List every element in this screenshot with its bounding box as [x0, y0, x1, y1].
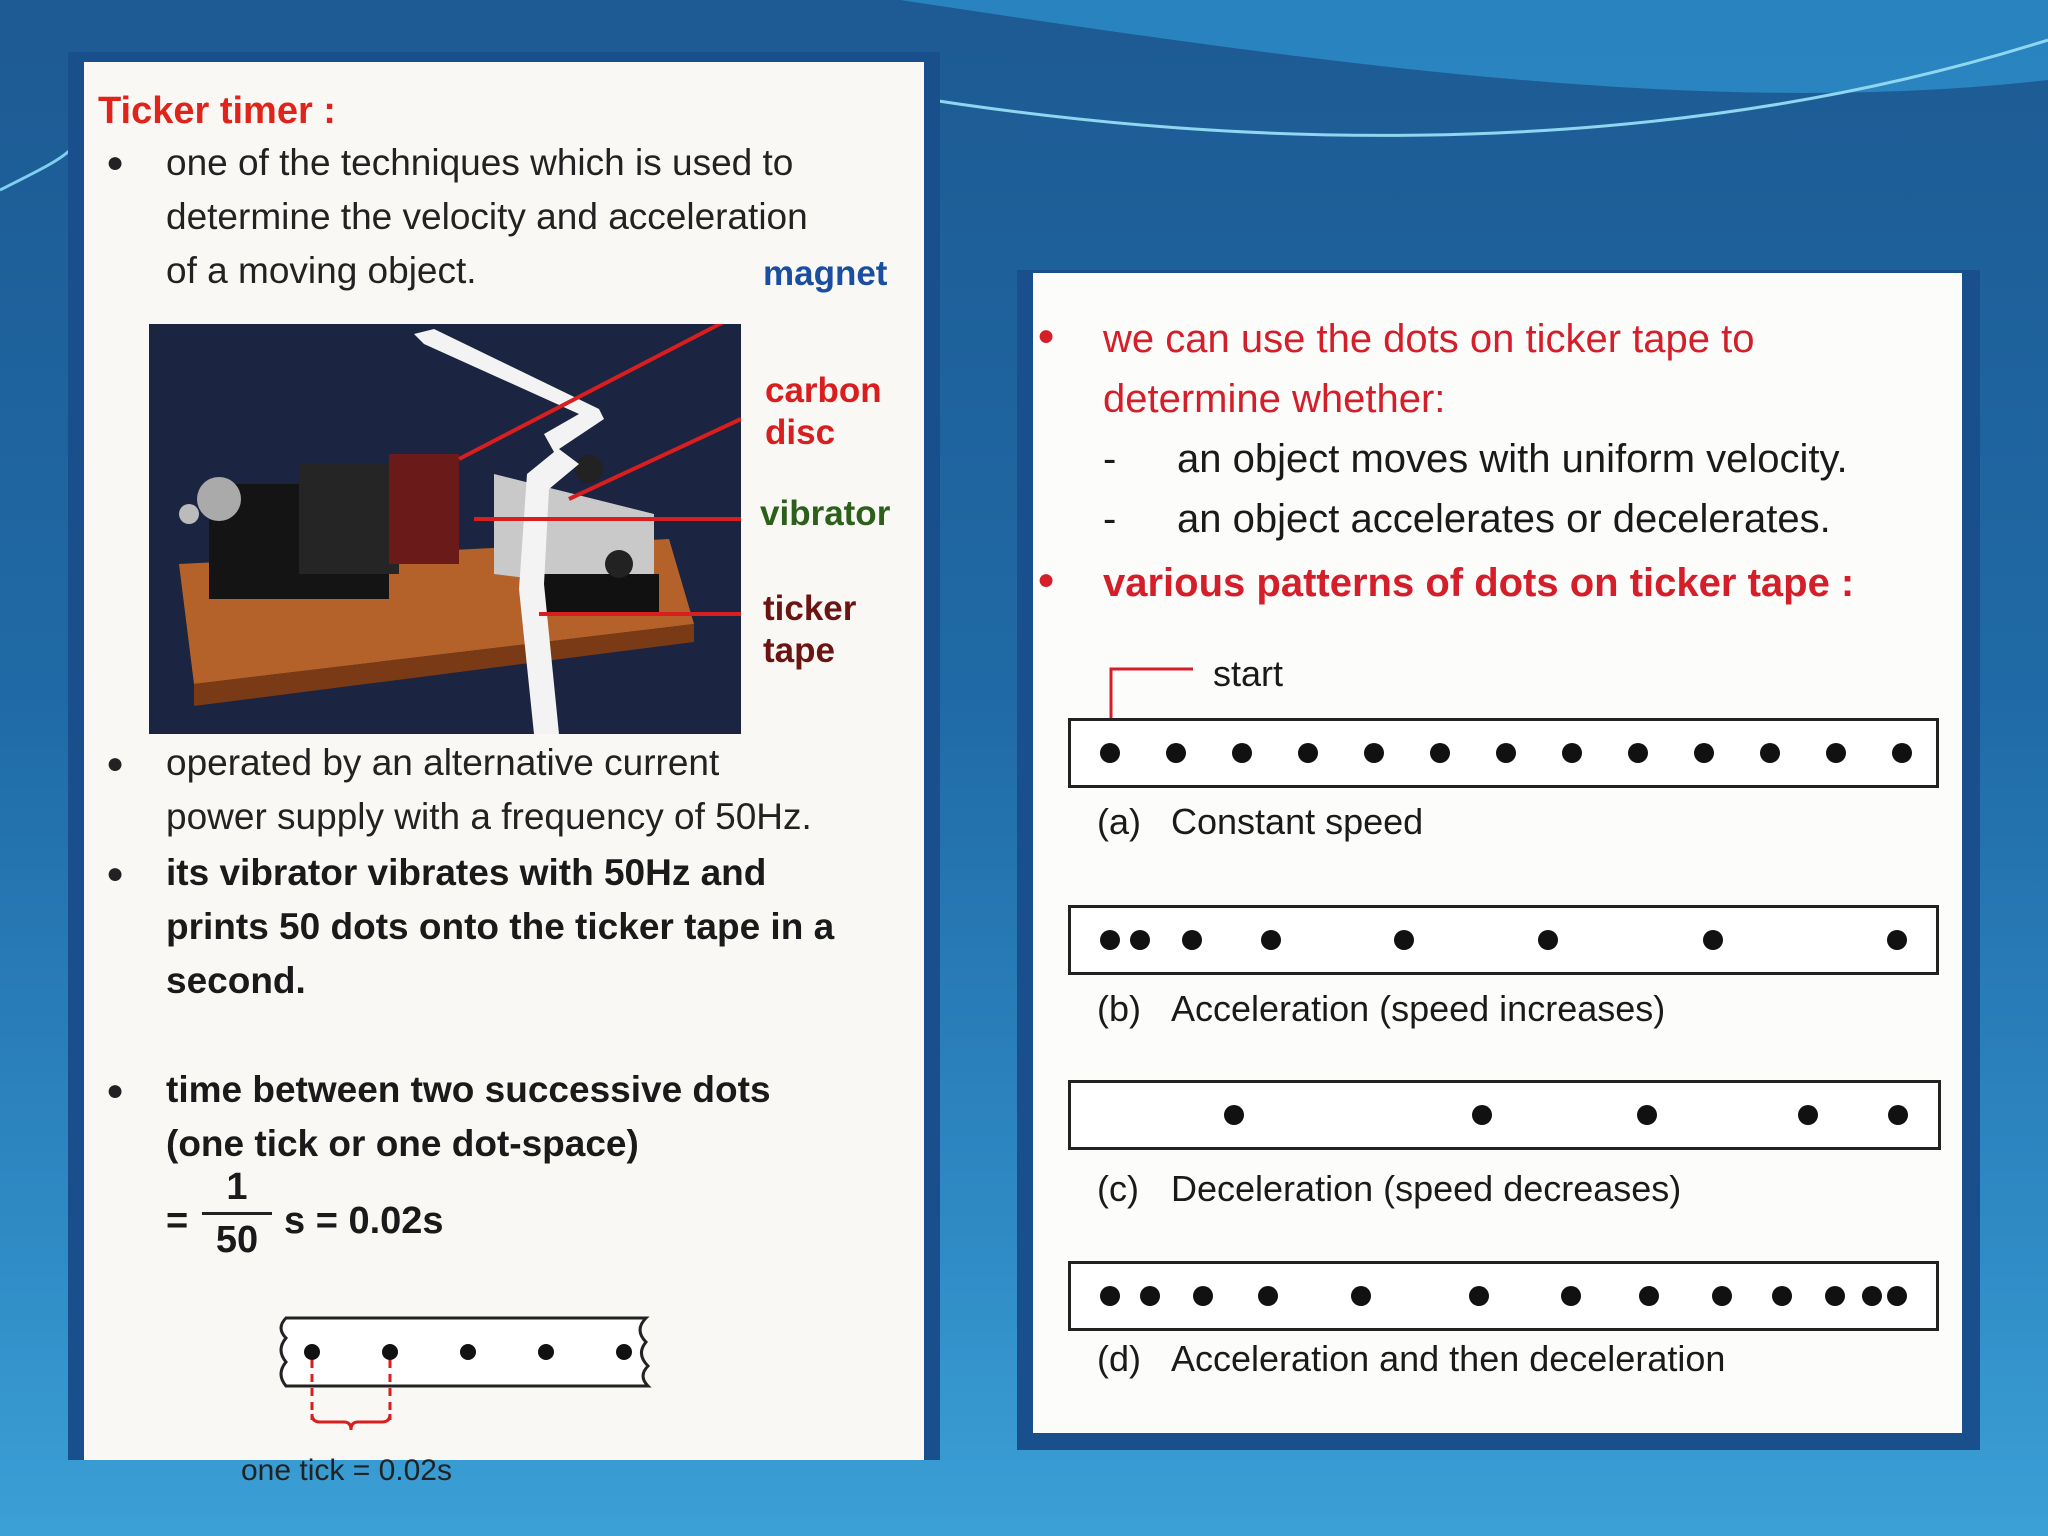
label-ticker-tape: ticker tape — [763, 589, 857, 670]
formula-result: s = 0.02s — [284, 1200, 444, 1242]
label-carbon-disc: carbon disc — [765, 371, 882, 452]
patterns-heading: various patterns of dots on ticker tape : — [1103, 561, 1855, 605]
formula-numerator: 1 — [226, 1166, 248, 1208]
uniform-velocity-text: an object moves with uniform velocity. — [1177, 437, 1848, 481]
bullet-icon: ● — [106, 857, 125, 890]
tape-a-label: Constant speed — [1171, 801, 1424, 842]
ticker-tape-deceleration — [1068, 1080, 1941, 1150]
tape-c-letter: (c) — [1097, 1168, 1139, 1209]
one-tick-tape-diagram — [264, 1302, 684, 1447]
intro-text: we can use the dots on ticker tape to determine whether: — [1103, 317, 1755, 421]
tape-dots-a — [1071, 721, 1936, 785]
one-tick-caption: one tick = 0.02s — [241, 1454, 452, 1487]
bullet-icon: ● — [1037, 563, 1056, 596]
dash-icon: - — [1103, 497, 1117, 541]
tape-dots-d — [1071, 1264, 1936, 1328]
tape-dots-c — [1071, 1083, 1938, 1147]
tape-d-label: Acceleration and then deceleration — [1171, 1338, 1726, 1379]
ticker-tape-constant — [1068, 718, 1939, 788]
bullet3-text: its vibrator vibrates with 50Hz and prints 50 dots onto the ticker tape in a second. — [166, 852, 835, 1001]
ticker-tape-accel-decel — [1068, 1261, 1939, 1331]
ticker-timer-photo — [149, 324, 741, 734]
dash-icon: - — [1103, 437, 1117, 481]
bullet-icon: ● — [106, 747, 125, 780]
ticker-timer-card — [84, 62, 924, 1487]
formula-denominator: 50 — [215, 1219, 259, 1261]
tape-b-letter: (b) — [1097, 988, 1141, 1029]
bullet-icon: ● — [106, 1074, 125, 1107]
tape-a-letter: (a) — [1097, 801, 1141, 842]
tape-c-label: Deceleration (speed decreases) — [1171, 1168, 1682, 1209]
formula-equals: = — [166, 1200, 189, 1242]
accelerates-text: an object accelerates or decelerates. — [1177, 497, 1831, 541]
dot-patterns-panel — [1017, 270, 1980, 1450]
bullet-icon: ● — [106, 146, 125, 179]
label-vibrator: vibrator — [760, 494, 891, 533]
start-label: start — [1213, 653, 1284, 694]
ticker-timer-title: Ticker timer : — [98, 90, 336, 132]
tape-d-letter: (d) — [1097, 1338, 1141, 1379]
ticker-tape-acceleration — [1068, 905, 1939, 975]
bullet4-text: time between two successive dots (one tick or one dot-space) — [166, 1069, 771, 1164]
bullet2-text: operated by an alternative current power supply with a frequency of 50Hz. — [166, 742, 812, 837]
bullet-icon: ● — [1037, 319, 1056, 352]
tape-b-label: Acceleration (speed increases) — [1171, 988, 1666, 1029]
tape-dots-b — [1071, 908, 1936, 972]
fraction-bar — [202, 1212, 272, 1215]
label-magnet: magnet — [763, 254, 888, 293]
formula-fraction — [202, 1164, 272, 1263]
bullet1-text: one of the techniques which is used to determine the velocity and acceleration of a moving object. — [166, 142, 808, 291]
ticker-timer-panel — [68, 52, 940, 1487]
dot-patterns-card — [1033, 273, 1962, 1433]
